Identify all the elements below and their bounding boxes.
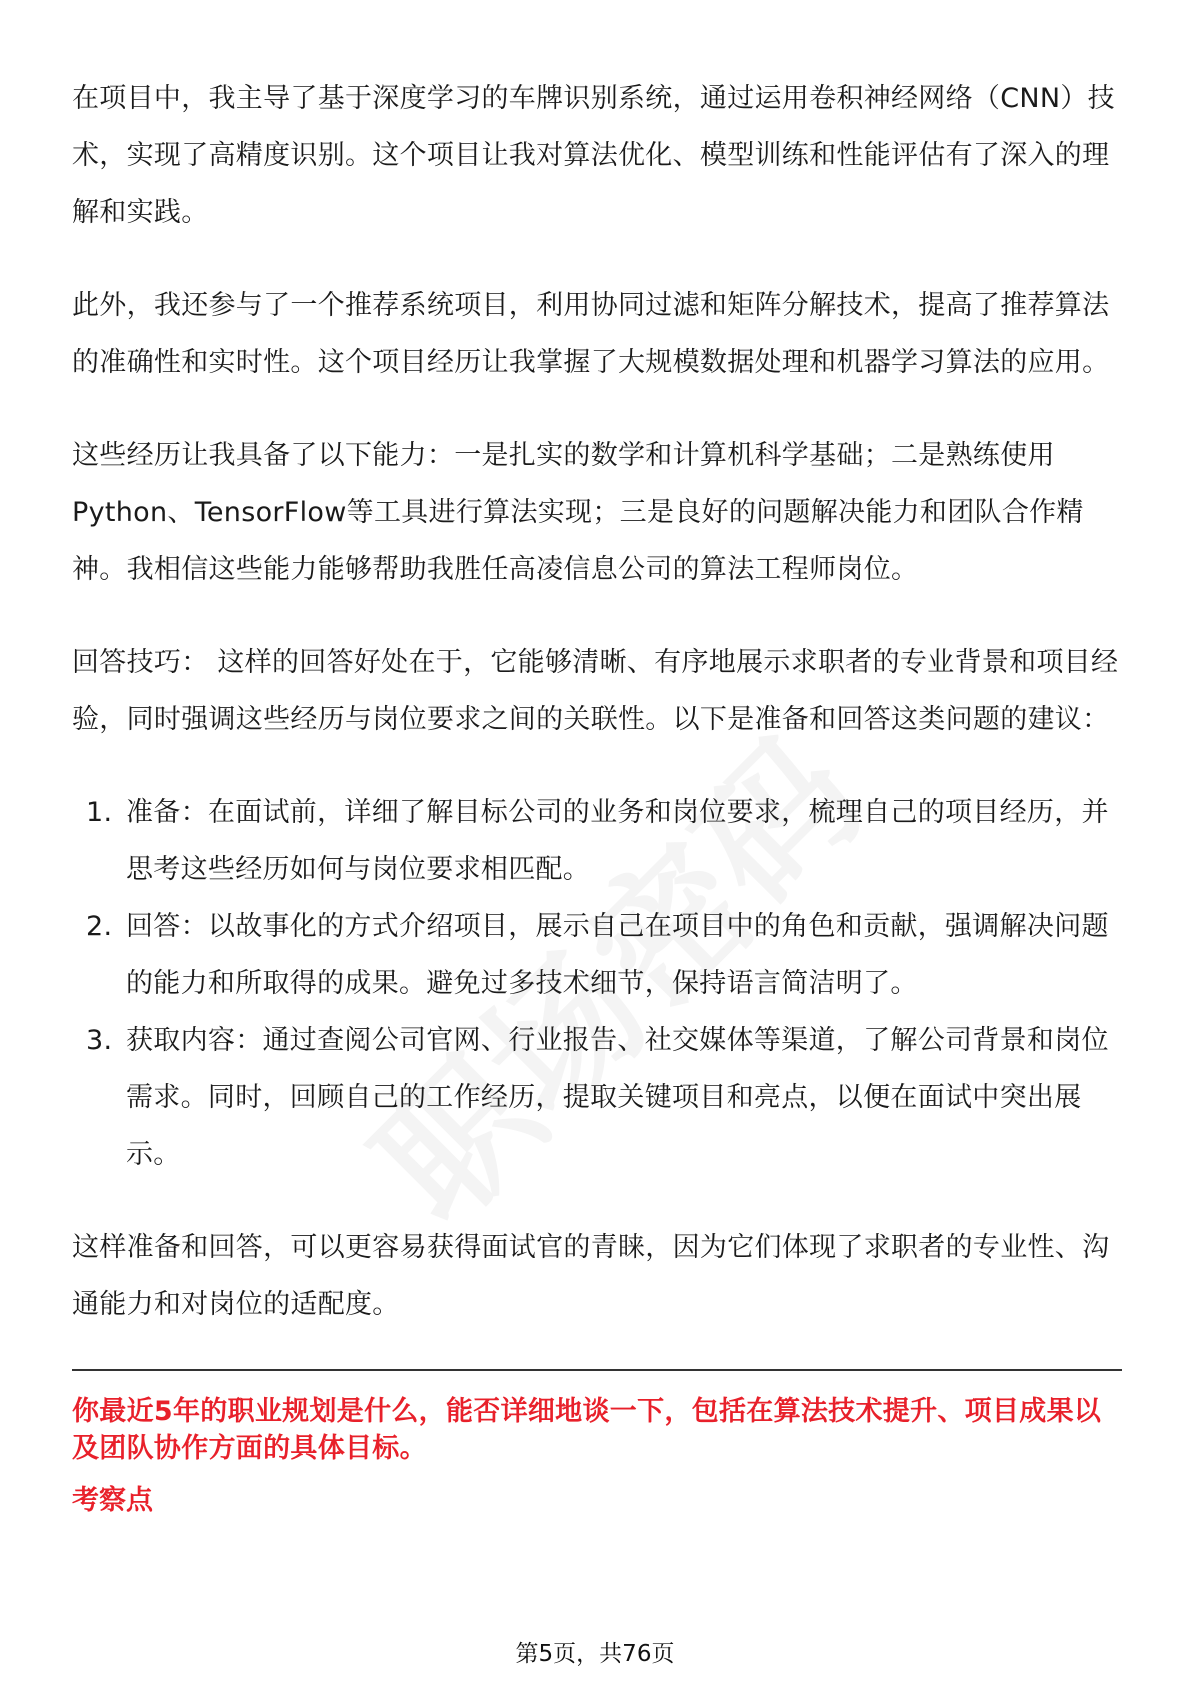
paragraph-project-lpr: 在项目中，我主导了基于深度学习的车牌识别系统，通过运用卷积神经网络（CNN）技术，实现了高精度识别。这个项目让我对算法优化、模型训练和性能评估有了深入的理解和实践。 (72, 83, 1115, 228)
suggestion-list (72, 784, 1122, 1183)
paragraph-conclusion: 这样准备和回答，可以更容易获得面试官的青睐，因为它们体现了求职者的专业性、沟通能力和对岗位的适配度。 (72, 1232, 1110, 1320)
list-item (72, 898, 1122, 1012)
paragraph-answer-tips: 回答技巧： 这样的回答好处在于，它能够清晰、有序地展示求职者的专业背景和项目经验，同时强调这些经历与岗位要求之间的关联性。以下是准备和回答这类问题的建议： (72, 647, 1119, 735)
section-label-assessment-points: 考察点 (72, 1485, 153, 1516)
list-item-text: 准备：在面试前，详细了解目标公司的业务和岗位要求，梳理自己的项目经历，并思考这些经历如何与岗位要求相匹配。 (126, 797, 1109, 885)
list-item (72, 784, 1122, 898)
paragraph-abilities: 这些经历让我具备了以下能力：一是扎实的数学和计算机科学基础；二是熟练使用Python、TensorFlow等工具进行算法实现；三是良好的问题解决能力和团队合作精神。我相信这些能力能够帮助我胜任高凌信息公司的算法工程师岗位。 (72, 440, 1084, 585)
list-item-text: 获取内容：通过查阅公司官网、行业报告、社交媒体等渠道，了解公司背景和岗位需求。同时，回顾自己的工作经历，提取关键项目和亮点，以便在面试中突出展示。 (126, 1025, 1109, 1170)
next-question-heading: 你最近5年的职业规划是什么，能否详细地谈一下，包括在算法技术提升、项目成果以及团队协作方面的具体目标。 (72, 1396, 1102, 1464)
page-footer: 第5页，共76页 (515, 1641, 675, 1667)
list-item-text: 回答：以故事化的方式介绍项目，展示自己在项目中的角色和贡献，强调解决问题的能力和所取得的成果。避免过多技术细节，保持语言简洁明了。 (126, 911, 1109, 999)
list-item (72, 1012, 1122, 1183)
paragraph-project-recommendation: 此外，我还参与了一个推荐系统项目，利用协同过滤和矩阵分解技术，提高了推荐算法的准确性和实时性。这个项目经历让我掌握了大规模数据处理和机器学习算法的应用。 (72, 290, 1110, 378)
list-number: 2. (86, 911, 113, 942)
list-number: 1. (86, 797, 113, 828)
list-number: 3. (86, 1025, 113, 1056)
section-divider (72, 1369, 1122, 1371)
document-body (72, 70, 1122, 1521)
